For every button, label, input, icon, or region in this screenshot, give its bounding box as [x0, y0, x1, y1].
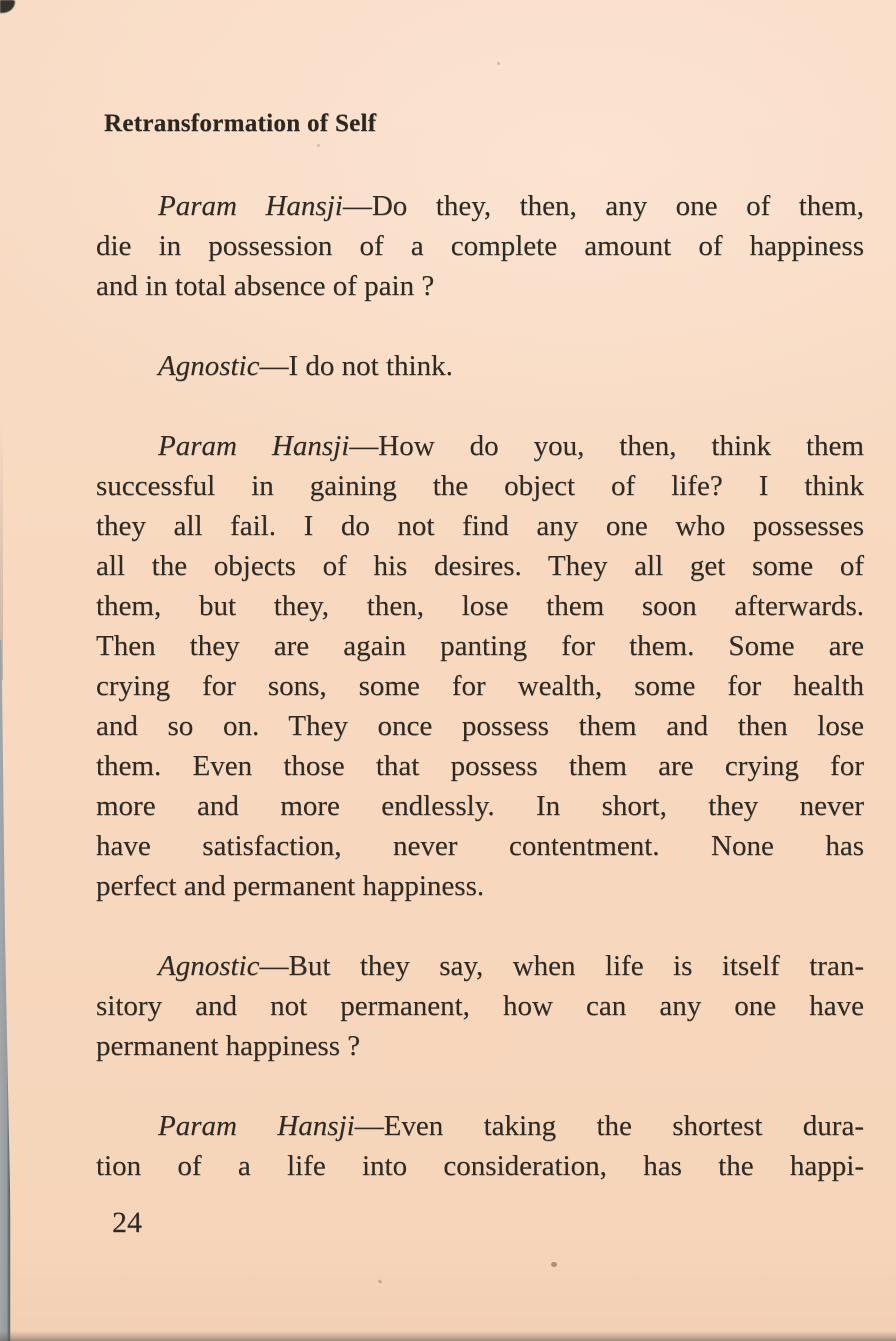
page-number: 24 — [112, 1206, 142, 1239]
page-text — [96, 186, 864, 1226]
paper-speck — [497, 62, 500, 65]
text-line: Then they are again panting for them. Some are — [96, 630, 864, 662]
text-line: Param Hansji—Even taking the shortest dura- — [158, 1110, 864, 1142]
speaker-name: Param Hansji — [158, 1110, 355, 1142]
text-line: and so on. They once possess them and then lose — [96, 710, 864, 742]
text-line: Param Hansji—How do you, then, think them — [158, 430, 864, 462]
text-line: Agnostic—But they say, when life is itself tran- — [158, 950, 864, 982]
speaker-name: Agnostic — [158, 950, 260, 982]
paper-speck — [551, 1262, 557, 1267]
text-line: more and more endlessly. In short, they never — [96, 790, 864, 822]
text-line: successful in gaining the object of life? I think — [96, 470, 864, 502]
paragraph — [96, 426, 864, 906]
scan-left-edge — [0, 640, 13, 1341]
paper-speck — [317, 144, 320, 147]
running-header: Retransformation of Self — [104, 110, 377, 137]
text-line: Param Hansji—Do they, then, any one of them, — [158, 190, 864, 222]
text-line: sitory and not permanent, how can any one have — [96, 990, 864, 1022]
paragraph — [96, 1106, 864, 1186]
paragraph — [96, 946, 864, 1066]
text-line: them. Even those that possess them are crying for — [96, 750, 864, 782]
scan-bottom-shadow — [0, 1331, 896, 1341]
speaker-name: Param Hansji — [158, 430, 350, 462]
paper-speck — [378, 1279, 383, 1284]
text-line: die in possession of a complete amount of happiness — [96, 230, 864, 262]
text-line: they all fail. I do not find any one who possesses — [96, 510, 864, 542]
text-line: have satisfaction, never contentment. None has — [96, 830, 864, 862]
text-line: them, but they, then, lose them soon afterwards. — [96, 590, 864, 622]
text-line: tion of a life into consideration, has the happi- — [96, 1150, 864, 1182]
paragraph — [96, 346, 864, 386]
speaker-name: Agnostic — [158, 350, 260, 382]
text-line: and in total absence of pain ? — [96, 270, 435, 302]
scan-corner-artifact — [0, 0, 15, 13]
paragraph — [96, 186, 864, 306]
text-line: permanent happiness ? — [96, 1030, 361, 1062]
text-line: Agnostic—I do not think. — [158, 350, 453, 382]
text-line: perfect and permanent happiness. — [96, 870, 485, 902]
speaker-name: Param Hansji — [158, 190, 343, 222]
text-line: crying for sons, some for wealth, some for health — [96, 670, 864, 702]
text-line: all the objects of his desires. They all get some of — [96, 550, 864, 582]
